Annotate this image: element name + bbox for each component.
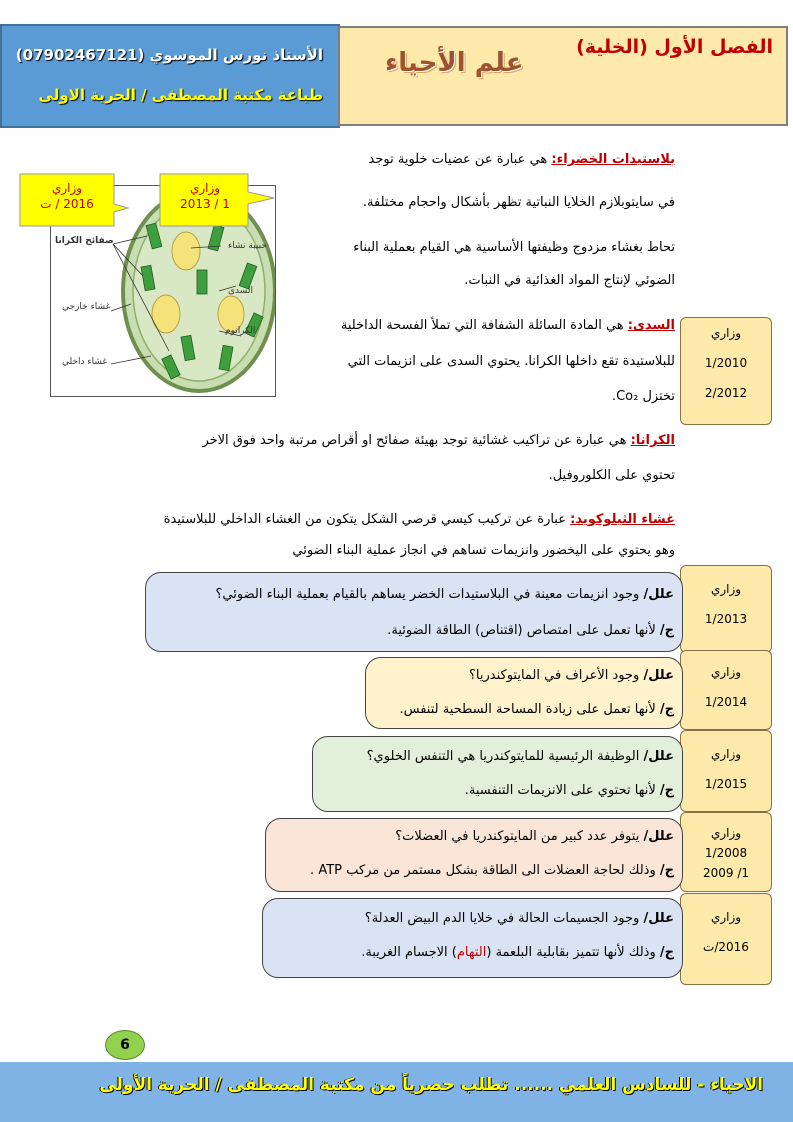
teacher-name: الأستاذ نورس الموسوي (07902467121) — [15, 46, 323, 64]
plastids-term: بلاستيدات الخضراء: — [551, 152, 675, 167]
qa-answer: ج/ وذلك لأنها تتميز بقابلية البلعمة (التهام) الاجسام الغريبة. — [361, 945, 674, 960]
thylakoid-term: غشاء الثيلوكويد: — [570, 512, 675, 527]
stroma-definition-line3: تختزل Co₂. — [611, 389, 675, 404]
qa-question: علل/ يتوفر عدد كبير من المايتوكندريا في العضلات؟ — [395, 829, 674, 844]
header-teacher-panel — [0, 24, 340, 128]
label-granum: الكرانوم — [225, 326, 256, 336]
stroma-definition-line2: للبلاستيدة تقع داخلها الكرانا. يحتوي السدى على انزيمات التي — [347, 354, 675, 369]
qa-exam-scroll: وزاري 1/2015 — [680, 730, 772, 812]
qa-box — [365, 657, 683, 729]
qa-answer: ج/ لأنها تعمل على امتصاص (اقتناص) الطاقة الضوئية. — [387, 623, 674, 638]
stroma-term: السدى: — [627, 318, 675, 333]
scroll-year: 1/2010 — [704, 356, 748, 370]
thylakoid-definition-line2: وهو يحتوي على اليخضور وانزيمات تساهم في انجاز عملية البناء الضوئي — [292, 543, 675, 558]
qa-question: علل/ وجود الجسيمات الحالة في خلايا الدم البيض العدلة؟ — [364, 911, 674, 926]
qa-exam-scroll: وزاري 1/2008 1/ 2009 — [680, 812, 772, 892]
stroma-exam-scroll — [680, 317, 772, 425]
qa-box — [145, 572, 683, 652]
page-number: 6 — [105, 1030, 145, 1060]
grana-definition-line1: الكرانا: هي عبارة عن تراكيب غشائية توجد بهيئة صفائح او أقراص مرتبة واحد فوق الاخر — [202, 433, 675, 448]
qa-answer: ج/ وذلك لحاجة العضلات الى الطاقة بشكل مستمر من مركب ATP . — [310, 863, 674, 878]
qa-answer: ج/ لأنها تحتوي على الانزيمات التنفسية. — [464, 783, 674, 798]
qa-exam-scroll: وزاري 2016/ت — [680, 893, 772, 985]
qa-answer: ج/ لأنها تعمل على زيادة المساحة السطحية لتنفس. — [399, 702, 674, 717]
callout-ministerial-2016: وزاري 2016 / ت — [40, 181, 94, 211]
callout-ministerial-2013: وزاري 1 / 2013 — [180, 181, 230, 211]
qa-box — [312, 736, 683, 812]
chapter-title: الفصل الأول (الخلية) — [576, 36, 773, 58]
plastids-definition-line3: تحاط بغشاء مزدوج وظيفتها الأساسية هي القيام بعملية البناء — [353, 240, 675, 255]
qa-box — [262, 898, 683, 978]
scroll-ministerial: وزاري — [710, 326, 742, 340]
grana-definition-line2: تحتوي على الكلوروفيل. — [548, 468, 675, 483]
qa-box — [265, 818, 683, 892]
plastids-definition-line1: بلاستيدات الخضراء: هي عبارة عن عضيات خلوية توجد — [368, 152, 675, 167]
scroll-year: 2/2012 — [704, 386, 748, 400]
label-grana-plates: صفائح الكرانا — [55, 236, 114, 246]
stroma-definition-line1: السدى: هي المادة السائلة الشفافة التي تملأ الفسحة الداخلية — [340, 318, 675, 333]
qa-exam-scroll: وزاري 1/2013 — [680, 565, 772, 653]
subject-title: علم الأحياء — [385, 48, 524, 78]
plastids-definition-line4: الضوئي لإنتاج المواد الغذائية في النبات. — [464, 273, 675, 288]
label-stroma: السدى — [228, 286, 254, 296]
plastids-definition-line2: في سايتوبلازم الخلايا النباتية تظهر بأشكال واحجام مختلفة. — [362, 195, 675, 210]
thylakoid-definition-line1: غشاء الثيلوكويد: عبارة عن تركيب كيسي قرصي الشكل يتكون من الغشاء الداخلي للبلاستيدة — [163, 512, 675, 527]
qa-exam-scroll: وزاري 1/2014 — [680, 650, 772, 730]
grana-term: الكرانا: — [630, 433, 675, 448]
label-outer-membrane: غشاء خارجي — [62, 302, 111, 312]
label-starch-granule: حبيبة نشاء — [228, 241, 267, 251]
highlight-word: التهام — [456, 945, 487, 960]
label-inner-membrane: غشاء داخلي — [62, 357, 108, 367]
qa-question: علل/ وجود الأعراف في المايتوكندريا؟ — [469, 668, 674, 683]
printer-name: طباعة مكتبة المصطفى / الحرية الاولى — [38, 86, 323, 104]
footer-text: الاحياء - للسادس العلمي ...... تطلب حصرياً من مكتبة المصطفى / الحرية الأولى — [99, 1075, 763, 1095]
qa-question: علل/ الوظيفة الرئيسية للمايتوكندريا هي التنفس الخلوي؟ — [366, 749, 674, 764]
qa-question: علل/ وجود انزيمات معينة في البلاستيدات الخضر يساهم بالقيام بعملية البناء الضوئي؟ — [215, 587, 674, 602]
